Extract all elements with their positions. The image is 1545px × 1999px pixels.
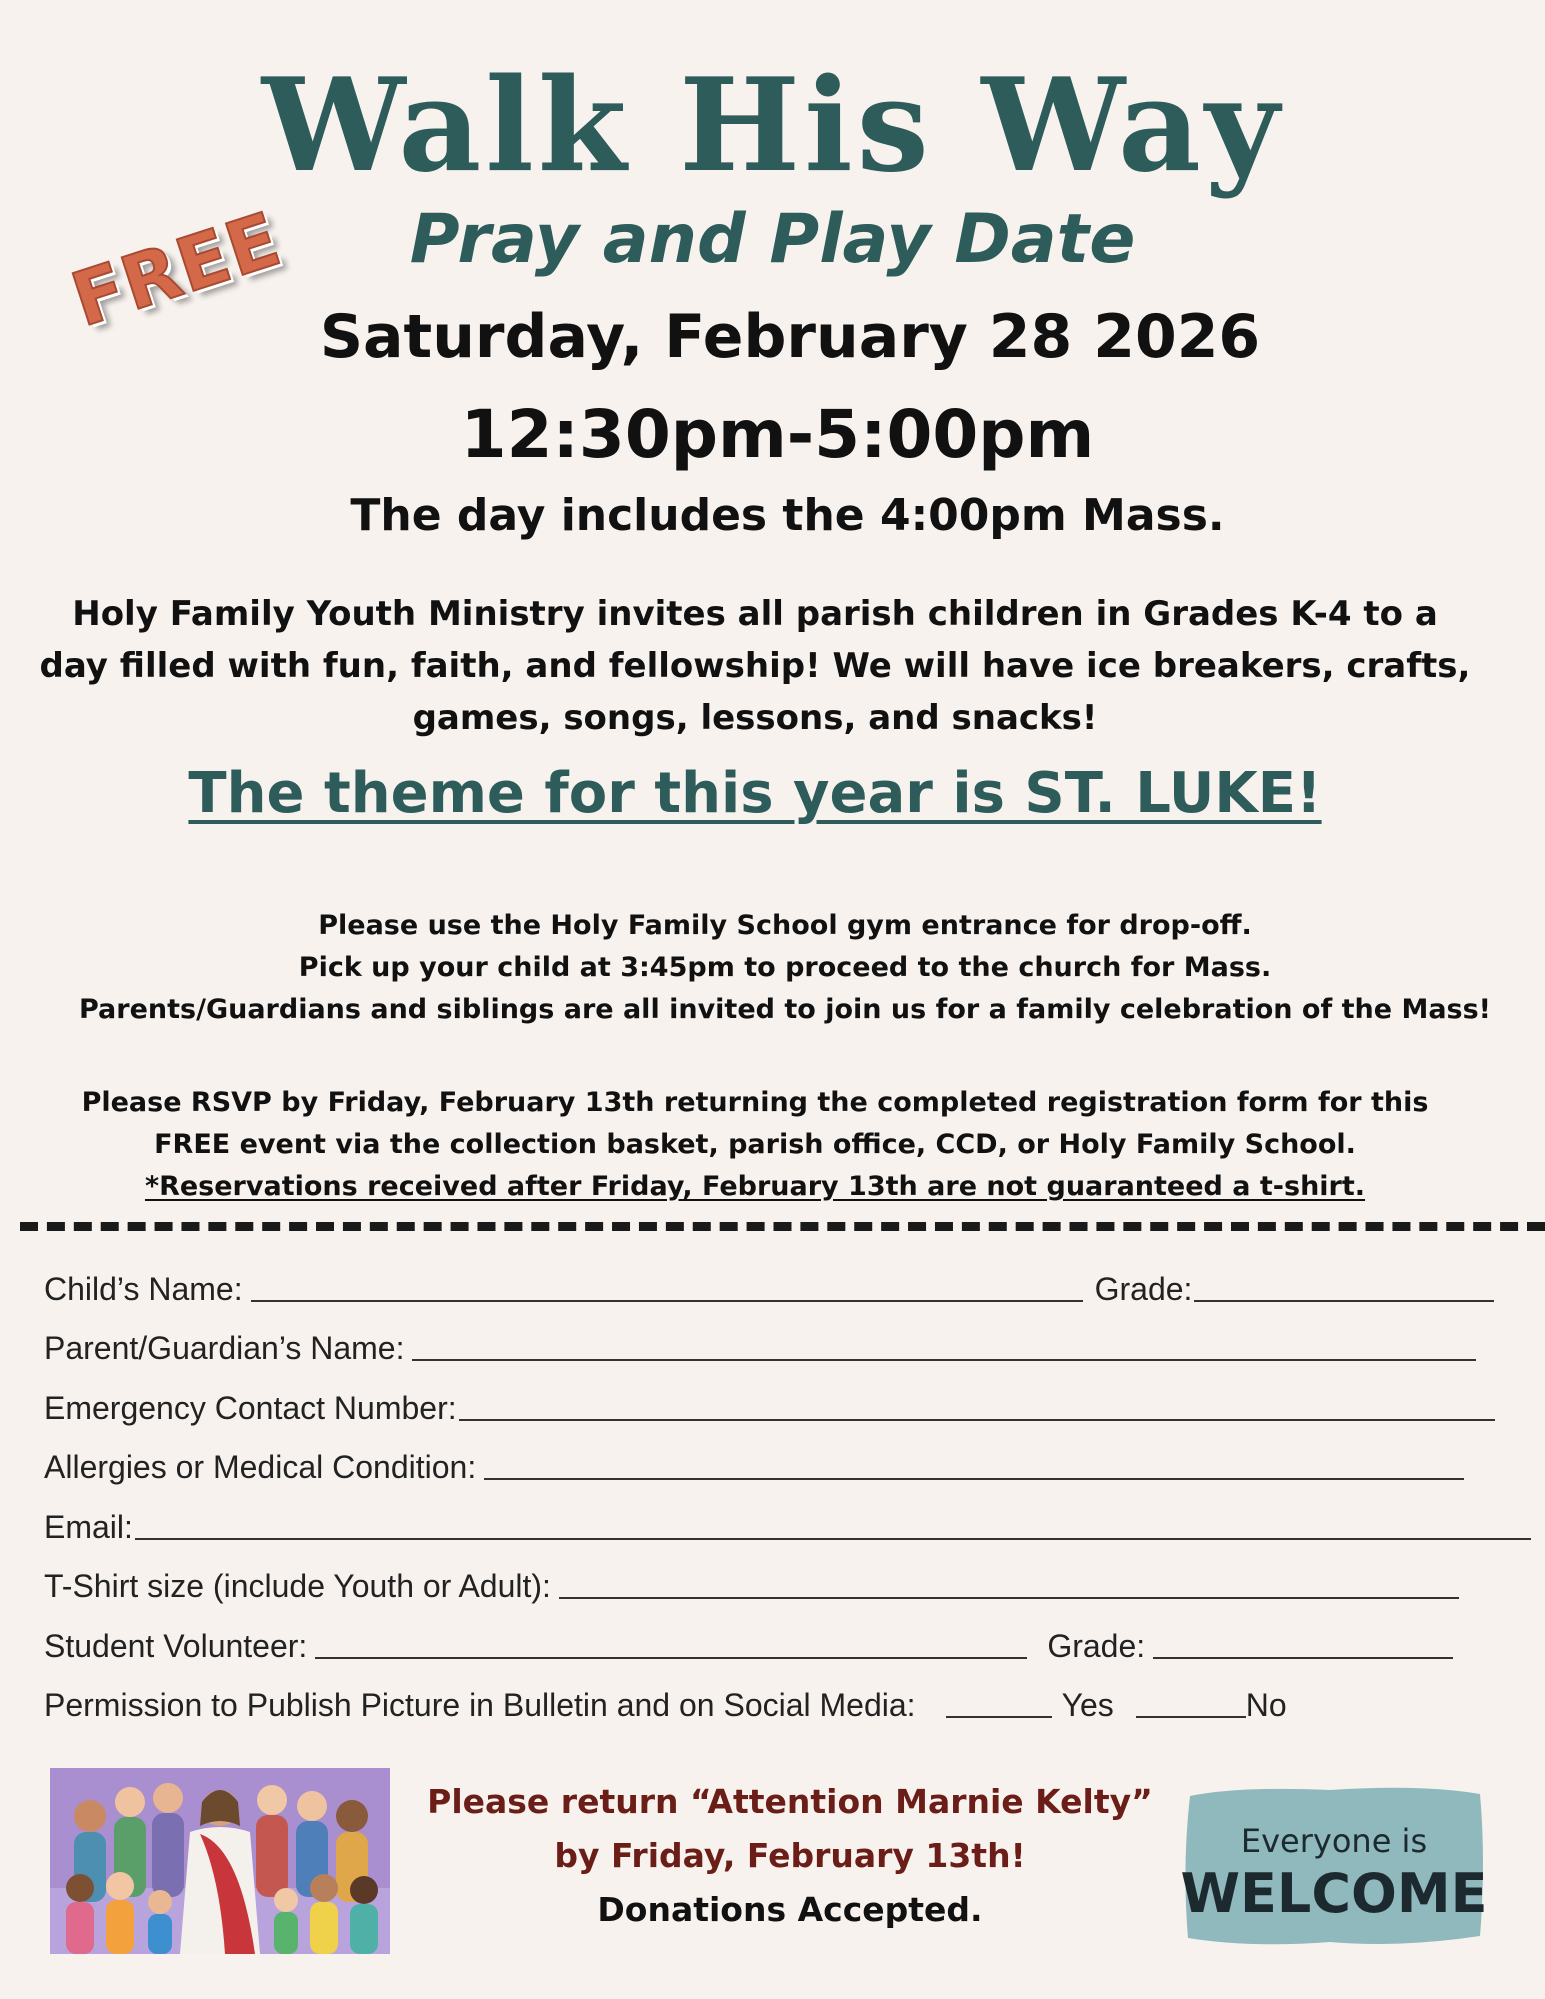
free-badge: FREE — [62, 196, 291, 344]
child-name-field[interactable] — [251, 1294, 1083, 1302]
volunteer-label: Student Volunteer: — [44, 1627, 308, 1664]
parent-name-field[interactable] — [412, 1353, 1476, 1361]
permission-yes-label: Yes — [1061, 1687, 1114, 1723]
dropoff-line: Pick up your child at 3:45pm to proceed to the church for Mass. — [298, 952, 1272, 983]
tshirt-field[interactable] — [559, 1591, 1459, 1599]
rsvp-info — [20, 1082, 1490, 1208]
child-name-label: Child’s Name: — [44, 1270, 243, 1307]
volunteer-grade-label: Grade: — [1047, 1627, 1146, 1664]
invite-line: games, songs, lessons, and snacks! — [412, 698, 1098, 738]
allergies-label: Allergies or Medical Condition: — [44, 1449, 477, 1485]
tshirt-label: T-Shirt size (include Youth or Adult): — [44, 1568, 551, 1604]
allergies-field[interactable] — [484, 1472, 1464, 1480]
event-subtitle: Pray and Play Date — [409, 200, 1136, 279]
tshirt-row — [44, 1546, 1545, 1606]
volunteer-row — [44, 1605, 1545, 1665]
dropoff-line: Parents/Guardians and siblings are all invited to join us for a family celebration of the Mass! — [78, 994, 1491, 1025]
emergency-row — [44, 1367, 1545, 1427]
email-field[interactable] — [135, 1532, 1531, 1540]
permission-no-field[interactable] — [1136, 1710, 1246, 1718]
donations-note: Donations Accepted. — [597, 1890, 983, 1929]
event-time: 12:30pm-5:00pm — [460, 396, 1095, 473]
rsvp-line: Please RSVP by Friday, February 13th returning the completed registration form for this — [81, 1087, 1429, 1118]
volunteer-field[interactable] — [315, 1651, 1027, 1659]
child-name-row — [44, 1248, 1545, 1308]
welcome-small-text: Everyone is — [1240, 1822, 1428, 1860]
family-jesus-illustration — [50, 1768, 390, 1954]
invite-paragraph — [20, 588, 1490, 744]
volunteer-grade-field[interactable] — [1153, 1651, 1453, 1659]
dropoff-info — [20, 905, 1545, 1031]
emergency-field[interactable] — [459, 1413, 1495, 1421]
permission-row — [44, 1665, 1545, 1725]
event-title: Walk His Way — [261, 51, 1284, 201]
welcome-sign — [1180, 1782, 1488, 1950]
welcome-big-text: WELCOME — [1180, 1862, 1488, 1925]
invite-line: day filled with fun, faith, and fellowship! We will have ice breakers, crafts, — [39, 646, 1471, 686]
rsvp-line: FREE event via the collection basket, parish office, CCD, or Holy Family School. — [154, 1129, 1356, 1160]
permission-no-label: No — [1245, 1687, 1287, 1723]
return-note — [420, 1775, 1160, 1937]
dropoff-line: Please use the Holy Family School gym entrance for drop-off. — [318, 910, 1252, 941]
grade-label: Grade: — [1094, 1270, 1193, 1307]
emergency-label: Emergency Contact Number: — [44, 1389, 457, 1426]
parent-name-row — [44, 1308, 1545, 1368]
permission-label: Permission to Publish Picture in Bulletin and on Social Media: — [44, 1687, 916, 1723]
rsvp-warning: *Reservations received after Friday, February 13th are not guaranteed a t-shirt. — [144, 1171, 1366, 1202]
event-date: Saturday, February 28 2026 — [319, 302, 1261, 372]
theme-heading: The theme for this year is ST. LUKE! — [188, 761, 1322, 826]
invite-line: Holy Family Youth Ministry invites all parish children in Grades K-4 to a — [72, 594, 1438, 634]
return-deadline: by Friday, February 13th! — [554, 1836, 1026, 1875]
email-label: Email: — [44, 1508, 133, 1545]
parent-name-label: Parent/Guardian’s Name: — [44, 1330, 405, 1366]
grade-field[interactable] — [1194, 1294, 1494, 1302]
registration-form — [44, 1248, 1545, 1724]
email-row — [44, 1486, 1545, 1546]
mass-note: The day includes the 4:00pm Mass. — [350, 490, 1225, 541]
allergies-row — [44, 1427, 1545, 1487]
cut-line-divider — [20, 1222, 1545, 1231]
return-line: Please return “Attention Marnie Kelty” — [427, 1782, 1153, 1821]
permission-yes-field[interactable] — [946, 1710, 1052, 1718]
